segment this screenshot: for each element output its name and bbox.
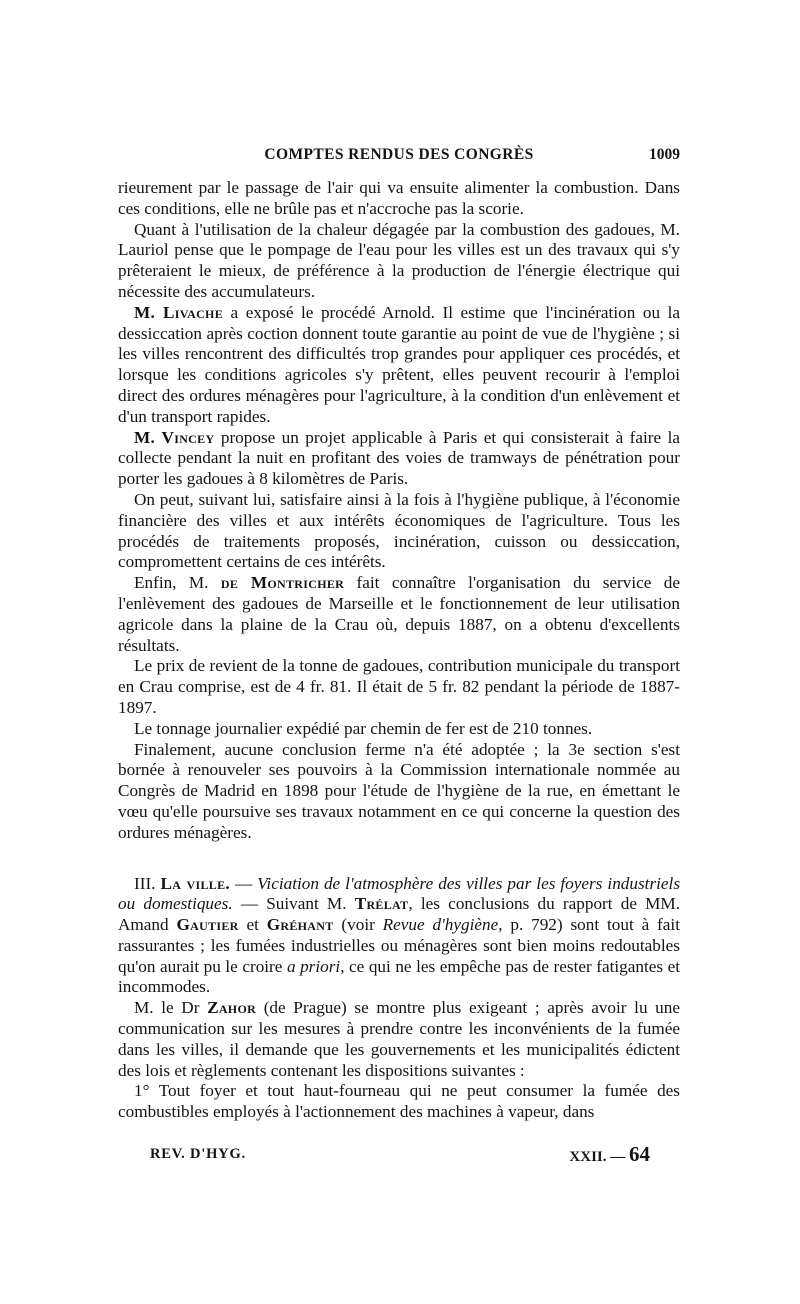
section-gap [118, 844, 680, 874]
section-text-d: (voir [333, 915, 383, 935]
section-text-b: , les conclusions du rapport de MM. Amand [118, 894, 680, 935]
page-number: 1009 [649, 146, 680, 163]
paragraph-montricher-lead: Enfin, M. [134, 573, 221, 593]
author-zahor: Zahor [207, 998, 257, 1018]
section-text-e: , p. 792) sont tout à fait rassurantes ; les fumées industrielles ou ménagères sont bien moins redoutables qu'on aurait pu le croire [118, 915, 680, 976]
paragraph-vincey-text: propose un projet applicable à Paris et qui consisterait à faire la collecte pendant la nuit en profitant des voies de tramways de pénétration pour porter les gadoues à 8 kilomètres de Paris. [118, 427, 680, 489]
paragraph-foyer: 1° Tout foyer et tout haut-fourneau qui ne peut consumer la fumée des combustibles employés à l'actionnement des machines à vapeur, dans [118, 1081, 680, 1122]
author-gautier: Gautier [176, 915, 239, 935]
author-montricher: de Montricher [220, 573, 345, 593]
signature-number: 64 [629, 1142, 650, 1166]
volume-signature [569, 1142, 650, 1167]
page-footer [150, 1142, 650, 1168]
paragraph-combustion: rieurement par le passage de l'air qui va ensuite alimenter la combustion. Dans ces conditions, elle ne brûle pas et n'accroche pas la scorie. [118, 178, 680, 218]
author-trelat: Trélat [354, 894, 409, 914]
paragraph-vincey [118, 428, 680, 490]
paragraph-lauriol: Quant à l'utilisation de la chaleur dégagée par la combustion des gadoues, M. Lauriol pense que le pompage de l'eau pour les villes est un des travaux qui s'y prêteraient le mieux, de préférence à la production de l'énergie électrique qui nécessite des accumulateurs. [118, 219, 680, 301]
paragraph-zahor-lead: M. le Dr [134, 998, 208, 1018]
section-text-f: , ce qui ne les empêche pas de rester fatigantes et incommodes. [118, 956, 680, 997]
paragraph-livache-text: a exposé le procédé Arnold. Il estime que l'incinération ou la dessiccation après coction donnent toute garantie au point de vue de l'hygiène ; si les villes rencontrent des difficultés trop grandes pour appliquer ces procédés, et lorsque les conditions agricoles s'y prêtent, elles peuvent recourir à l'emploi direct des ordures ménagères pour l'agriculture, à la condition d'un enlèvement et d'un transport rapides. [118, 302, 680, 426]
paragraph-livache [118, 303, 680, 428]
a-priori: a priori [286, 956, 341, 976]
section-number: III. [134, 873, 161, 893]
volume-number: XXII. — [569, 1149, 629, 1165]
journal-title: Revue d'hygiène [382, 915, 499, 935]
section-text-c: et [238, 915, 267, 935]
paragraph-zahor-text: (de Prague) se montre plus exigeant ; après avoir lu une communication sur les mesures à prendre contre les inconvénients de la fumée dans les villes, il demande que les gouvernements et les municipalités édictent des lois et règlements contenant les dispositions suivantes : [118, 998, 680, 1080]
paragraph-prix-de-revient: Le prix de revient de la tonne de gadoues, contribution municipale du transport en Crau comprise, est de 4 fr. 81. Il était de 5 fr. 82 pendant la période de 1887-1897. [118, 656, 680, 717]
paragraph-montricher [118, 573, 680, 656]
running-head: COMPTES RENDUS DES CONGRÈS [264, 146, 534, 163]
section-title: Viciation de l'atmosphère des villes par les foyers industriels ou domestiques. [118, 873, 681, 914]
paragraph-montricher-text: fait connaître l'organisation du service de l'enlèvement des gadoues de Marseille et le fonctionnement de leur utilisation agricole dans la plaine de la Crau où, depuis 1887, on a obtenu d'excellents résultats. [118, 573, 681, 655]
paragraph-conclusion: Finalement, aucune conclusion ferme n'a été adoptée ; la 3e section s'est bornée à renouveler ses pouvoirs à la Commission internationale nommée au Congrès de Madrid en 1898 pour l'étude de l'hygiène de la rue, en émettant le vœu qu'elle poursuive ses travaux notamment en ce qui concerne la question des ordures ménagères. [118, 739, 680, 842]
page-body [118, 178, 680, 1123]
author-grehant: Gréhant [266, 915, 334, 935]
paragraph-hygiene-publique: On peut, suivant lui, satisfaire ainsi à la fois à l'hygiène publique, à l'économie financière des villes et aux intérêts économiques de l'agriculture. Tous les procédés de traitements proposés, incinération, cuisson ou dessiccation, compromettent certains de ces intérêts. [118, 489, 680, 572]
section-dash: — [229, 873, 258, 893]
section-heading: La ville. [160, 873, 230, 893]
paragraph-tonnage: Le tonnage journalier expédié par chemin de fer est de 210 tonnes. [134, 718, 593, 738]
section-text-a: — Suivant M. [232, 894, 355, 914]
page-header [118, 146, 680, 170]
author-livache: M. Livache [134, 302, 223, 322]
journal-signature: REV. D'HYG. [150, 1146, 246, 1162]
section-la-ville [118, 874, 680, 999]
paragraph-zahor [118, 998, 680, 1081]
author-vincey: M. Vincey [134, 427, 215, 447]
